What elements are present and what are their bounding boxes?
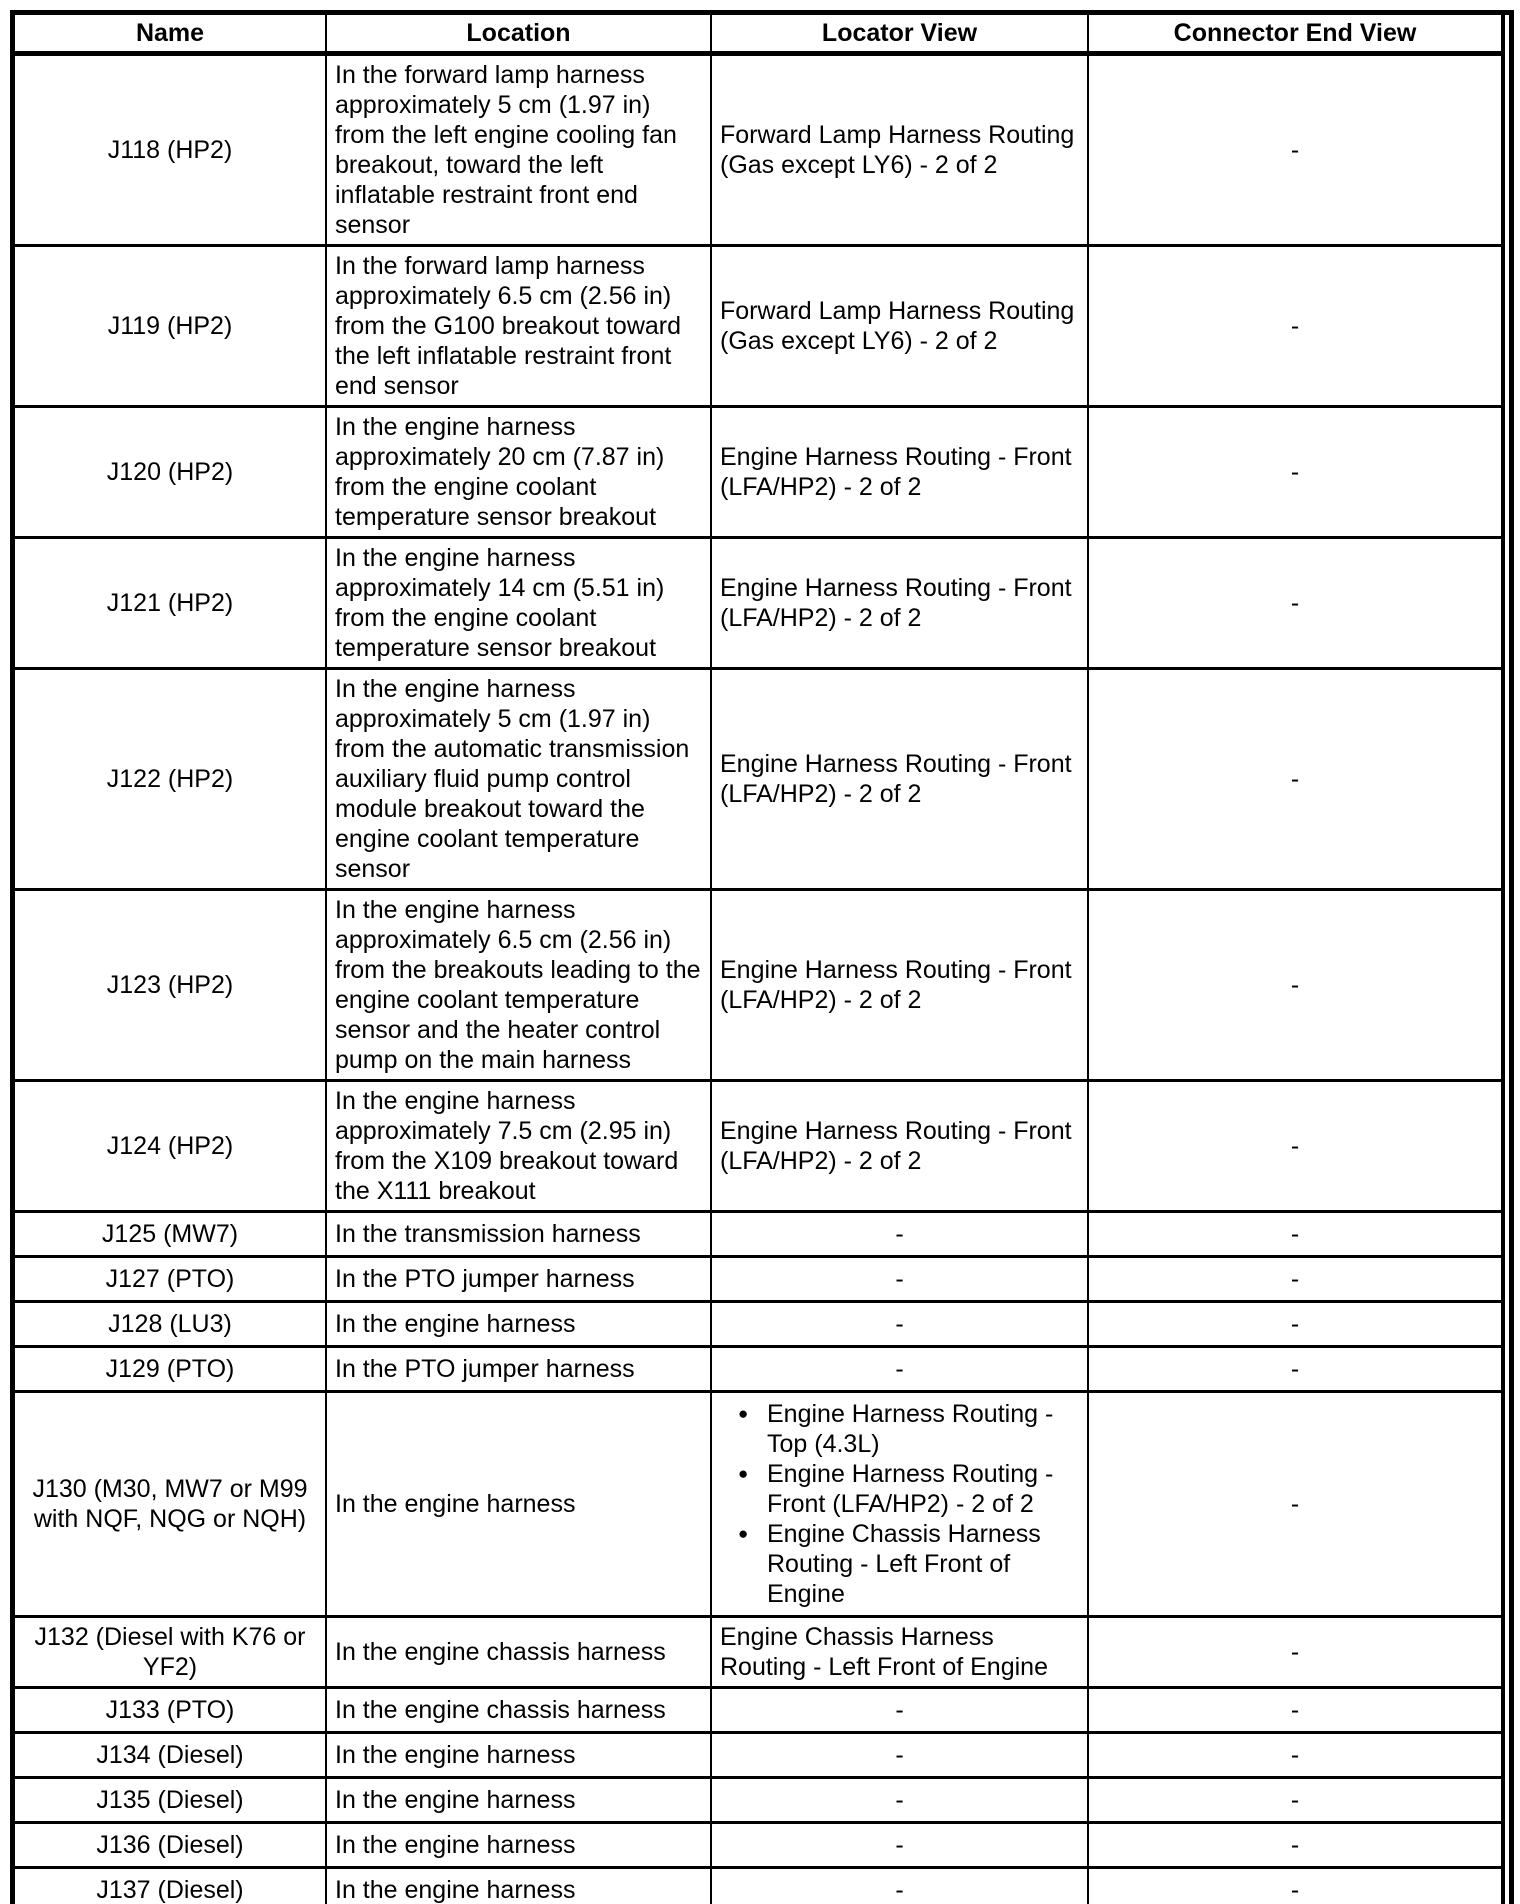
- location-cell: In the PTO jumper harness: [326, 1257, 711, 1302]
- locator-view-cell: Engine Chassis Harness Routing - Left Front of Engine: [711, 1617, 1088, 1688]
- table-row: [15, 1302, 1503, 1347]
- table-row: [15, 1257, 1503, 1302]
- connector-end-view-cell: -: [1088, 1778, 1503, 1823]
- location-cell: In the forward lamp harness approximately 5 cm (1.97 in) from the left engine cooling fan breakout, toward the left inflatable restraint front end sensor: [326, 54, 711, 246]
- column-header-locator-view: Locator View: [711, 15, 1088, 54]
- connector-name-cell: J121 (HP2): [15, 538, 326, 669]
- table-row: [15, 1868, 1503, 1904]
- connector-name-cell: J136 (Diesel): [15, 1823, 326, 1868]
- connector-end-view-cell: -: [1088, 1823, 1503, 1868]
- connector-end-view-cell: -: [1088, 1688, 1503, 1733]
- column-header-name: Name: [15, 15, 326, 54]
- locator-bullet-item: [738, 1459, 1081, 1519]
- connector-name-cell: J135 (Diesel): [15, 1778, 326, 1823]
- connector-end-view-cell: -: [1088, 1257, 1503, 1302]
- location-cell: In the engine harness: [326, 1868, 711, 1904]
- column-header-location: Location: [326, 15, 711, 54]
- connector-name-cell: J134 (Diesel): [15, 1733, 326, 1778]
- connector-end-view-cell: -: [1088, 407, 1503, 538]
- table-row: [15, 1733, 1503, 1778]
- connector-name-cell: J132 (Diesel with K76 or YF2): [15, 1617, 326, 1688]
- connector-end-view-cell: -: [1088, 54, 1503, 246]
- connector-end-view-cell: -: [1088, 538, 1503, 669]
- locator-view-cell: Engine Harness Routing - Front (LFA/HP2) - 2 of 2: [711, 669, 1088, 890]
- connector-name-cell: J118 (HP2): [15, 54, 326, 246]
- locator-view-cell: -: [711, 1257, 1088, 1302]
- connector-name-cell: J133 (PTO): [15, 1688, 326, 1733]
- table-row: [15, 54, 1503, 246]
- table-row: [15, 407, 1503, 538]
- locator-view-cell: Forward Lamp Harness Routing (Gas except LY6) - 2 of 2: [711, 54, 1088, 246]
- table-row: [15, 1823, 1503, 1868]
- connector-end-view-cell: -: [1088, 1302, 1503, 1347]
- connector-name-cell: J137 (Diesel): [15, 1868, 326, 1904]
- location-cell: In the engine harness approximately 20 cm (7.87 in) from the engine coolant temperature sensor breakout: [326, 407, 711, 538]
- location-cell: In the engine harness: [326, 1302, 711, 1347]
- location-cell: In the PTO jumper harness: [326, 1347, 711, 1392]
- table-row: [15, 1347, 1503, 1392]
- connector-name-cell: J125 (MW7): [15, 1212, 326, 1257]
- location-cell: In the engine harness: [326, 1823, 711, 1868]
- connector-end-view-cell: -: [1088, 1212, 1503, 1257]
- table-row: [15, 1392, 1503, 1617]
- connector-name-cell: J130 (M30, MW7 or M99 with NQF, NQG or NQH): [15, 1392, 326, 1617]
- locator-view-list: [720, 1399, 1083, 1609]
- connector-name-cell: J122 (HP2): [15, 669, 326, 890]
- locator-view-cell: Engine Harness Routing - Front (LFA/HP2) - 2 of 2: [711, 890, 1088, 1081]
- locator-view-cell: -: [711, 1212, 1088, 1257]
- location-cell: In the engine harness: [326, 1733, 711, 1778]
- locator-view-cell: -: [711, 1347, 1088, 1392]
- locator-view-cell: Forward Lamp Harness Routing (Gas except LY6) - 2 of 2: [711, 246, 1088, 407]
- table-row: [15, 1081, 1503, 1212]
- table-frame: [10, 10, 1514, 1904]
- table-row: [15, 669, 1503, 890]
- locator-bullet-item: [738, 1399, 1081, 1459]
- location-cell: In the engine harness: [326, 1392, 711, 1617]
- locator-view-cell: -: [711, 1778, 1088, 1823]
- table-row: [15, 246, 1503, 407]
- bullet-icon: ●: [738, 1524, 749, 1543]
- locator-view-cell: -: [711, 1733, 1088, 1778]
- locator-bullet-item: [738, 1519, 1081, 1609]
- connector-end-view-cell: -: [1088, 1617, 1503, 1688]
- locator-view-cell: -: [711, 1868, 1088, 1904]
- location-cell: In the engine chassis harness: [326, 1617, 711, 1688]
- connector-end-view-cell: -: [1088, 1868, 1503, 1904]
- location-cell: In the engine harness approximately 7.5 cm (2.95 in) from the X109 breakout toward the X111 breakout: [326, 1081, 711, 1212]
- table-row: [15, 538, 1503, 669]
- location-cell: In the forward lamp harness approximately 6.5 cm (2.56 in) from the G100 breakout toward the left inflatable restraint front end sensor: [326, 246, 711, 407]
- connector-name-cell: J123 (HP2): [15, 890, 326, 1081]
- locator-view-cell: Engine Harness Routing - Front (LFA/HP2) - 2 of 2: [711, 1081, 1088, 1212]
- table-row: [15, 890, 1503, 1081]
- bullet-icon: ●: [738, 1464, 749, 1483]
- table-row: [15, 1778, 1503, 1823]
- locator-view-cell: -: [711, 1302, 1088, 1347]
- connector-end-view-cell: -: [1088, 246, 1503, 407]
- connector-name-cell: J120 (HP2): [15, 407, 326, 538]
- location-cell: In the engine harness approximately 14 cm (5.51 in) from the engine coolant temperature sensor breakout: [326, 538, 711, 669]
- connector-end-view-cell: -: [1088, 1081, 1503, 1212]
- column-header-connector-end-view: Connector End View: [1088, 15, 1503, 54]
- locator-bullet-label: Engine Harness Routing - Front (LFA/HP2) - 2 of 2: [767, 1460, 1054, 1518]
- table-row: [15, 1688, 1503, 1733]
- connector-end-view-cell: -: [1088, 1347, 1503, 1392]
- locator-view-cell: [711, 1392, 1088, 1617]
- location-cell: In the engine harness approximately 5 cm (1.97 in) from the automatic transmission auxiliary fluid pump control module breakout toward the engine coolant temperature sensor: [326, 669, 711, 890]
- table-body: [15, 54, 1503, 1904]
- connector-end-view-cell: -: [1088, 890, 1503, 1081]
- connector-name-cell: J119 (HP2): [15, 246, 326, 407]
- location-cell: In the engine harness approximately 6.5 cm (2.56 in) from the breakouts leading to the engine coolant temperature sensor and the heater control pump on the main harness: [326, 890, 711, 1081]
- connector-name-cell: J124 (HP2): [15, 1081, 326, 1212]
- connector-end-view-cell: -: [1088, 1392, 1503, 1617]
- location-cell: In the transmission harness: [326, 1212, 711, 1257]
- locator-view-cell: Engine Harness Routing - Front (LFA/HP2) - 2 of 2: [711, 407, 1088, 538]
- locator-view-cell: -: [711, 1823, 1088, 1868]
- connector-name-cell: J128 (LU3): [15, 1302, 326, 1347]
- locator-bullet-label: Engine Harness Routing - Top (4.3L): [767, 1400, 1054, 1458]
- locator-view-cell: Engine Harness Routing - Front (LFA/HP2) - 2 of 2: [711, 538, 1088, 669]
- location-cell: In the engine harness: [326, 1778, 711, 1823]
- connector-location-table: [15, 15, 1505, 1904]
- table-row: [15, 1212, 1503, 1257]
- connector-name-cell: J127 (PTO): [15, 1257, 326, 1302]
- connector-name-cell: J129 (PTO): [15, 1347, 326, 1392]
- connector-end-view-cell: -: [1088, 1733, 1503, 1778]
- table-row: [15, 1617, 1503, 1688]
- bullet-icon: ●: [738, 1404, 749, 1423]
- location-cell: In the engine chassis harness: [326, 1688, 711, 1733]
- locator-bullet-label: Engine Chassis Harness Routing - Left Front of Engine: [767, 1520, 1041, 1608]
- locator-view-cell: -: [711, 1688, 1088, 1733]
- header-row: [15, 15, 1503, 54]
- connector-end-view-cell: -: [1088, 669, 1503, 890]
